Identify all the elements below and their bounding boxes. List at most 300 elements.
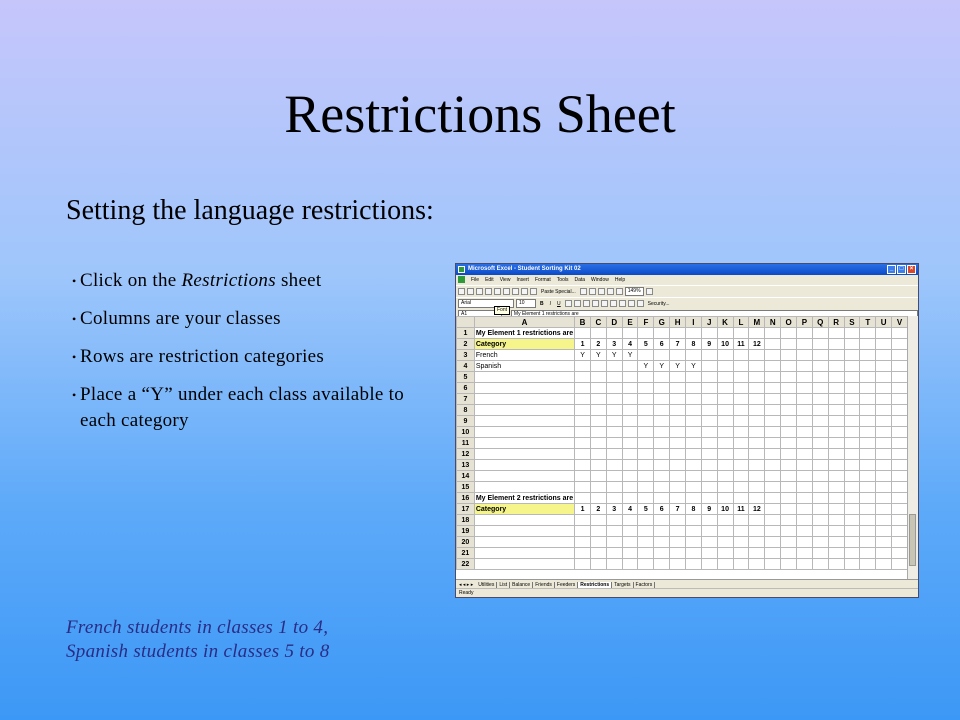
row-header[interactable]: 1 xyxy=(457,328,475,339)
cell[interactable] xyxy=(828,405,844,416)
cell[interactable] xyxy=(765,537,781,548)
cell[interactable]: 6 xyxy=(654,504,670,515)
cell[interactable] xyxy=(828,372,844,383)
cell[interactable] xyxy=(828,537,844,548)
paste-special-button[interactable]: Paste Special... xyxy=(541,288,576,295)
name-box[interactable]: A1 xyxy=(458,310,502,319)
cell[interactable] xyxy=(701,394,717,405)
percent-icon[interactable] xyxy=(610,300,617,307)
cell[interactable] xyxy=(796,383,812,394)
cell[interactable] xyxy=(717,416,733,427)
cell[interactable] xyxy=(654,438,670,449)
cell[interactable] xyxy=(844,548,860,559)
cell[interactable] xyxy=(575,438,591,449)
cell[interactable] xyxy=(590,559,606,570)
cell[interactable] xyxy=(590,383,606,394)
cell[interactable]: 5 xyxy=(638,504,654,515)
cell[interactable] xyxy=(606,515,622,526)
cell[interactable] xyxy=(844,350,860,361)
cell[interactable] xyxy=(781,427,797,438)
cell[interactable] xyxy=(575,559,591,570)
cell[interactable] xyxy=(575,394,591,405)
cell[interactable] xyxy=(781,416,797,427)
cell[interactable] xyxy=(749,416,765,427)
cell[interactable]: Y xyxy=(670,361,686,372)
row-header[interactable]: 11 xyxy=(457,438,475,449)
cell[interactable] xyxy=(638,416,654,427)
cell[interactable] xyxy=(892,394,908,405)
cell[interactable] xyxy=(606,416,622,427)
cell[interactable]: 4 xyxy=(622,339,638,350)
security-button[interactable]: Security... xyxy=(647,300,670,307)
cell[interactable] xyxy=(733,482,749,493)
cell[interactable] xyxy=(654,427,670,438)
cell[interactable] xyxy=(622,526,638,537)
cell[interactable] xyxy=(733,328,749,339)
font-color-icon[interactable] xyxy=(637,300,644,307)
cell[interactable] xyxy=(717,559,733,570)
cell[interactable] xyxy=(876,537,892,548)
cell[interactable] xyxy=(474,460,574,471)
cell[interactable] xyxy=(860,548,876,559)
cell[interactable] xyxy=(860,504,876,515)
cell[interactable] xyxy=(670,372,686,383)
cell[interactable] xyxy=(860,394,876,405)
cell[interactable] xyxy=(622,361,638,372)
cell[interactable] xyxy=(474,548,574,559)
cell[interactable] xyxy=(474,405,574,416)
spelling-icon[interactable] xyxy=(503,288,510,295)
cell[interactable]: 9 xyxy=(701,504,717,515)
column-header[interactable]: L xyxy=(733,317,749,328)
cell[interactable] xyxy=(892,559,908,570)
cell[interactable] xyxy=(892,427,908,438)
cell[interactable] xyxy=(717,471,733,482)
cell[interactable] xyxy=(828,394,844,405)
cell[interactable] xyxy=(828,559,844,570)
cell[interactable] xyxy=(812,383,828,394)
cell[interactable] xyxy=(876,328,892,339)
cell[interactable] xyxy=(796,548,812,559)
cell[interactable] xyxy=(717,537,733,548)
cell[interactable] xyxy=(860,471,876,482)
cell[interactable] xyxy=(749,383,765,394)
cell[interactable] xyxy=(622,372,638,383)
cell[interactable] xyxy=(701,493,717,504)
cell[interactable] xyxy=(892,482,908,493)
cell[interactable]: 10 xyxy=(717,339,733,350)
cell[interactable] xyxy=(765,350,781,361)
underline-button[interactable]: U xyxy=(557,300,561,307)
italic-button[interactable]: I xyxy=(549,300,552,307)
cell[interactable] xyxy=(781,515,797,526)
cell[interactable] xyxy=(812,350,828,361)
cell[interactable] xyxy=(717,515,733,526)
fill-color-icon[interactable] xyxy=(628,300,635,307)
cell[interactable] xyxy=(575,515,591,526)
cell[interactable] xyxy=(575,537,591,548)
cell[interactable] xyxy=(622,471,638,482)
menu-data[interactable]: Data xyxy=(574,277,586,283)
cell[interactable] xyxy=(701,482,717,493)
cell[interactable] xyxy=(474,471,574,482)
cell[interactable] xyxy=(876,416,892,427)
cell[interactable] xyxy=(654,460,670,471)
cell[interactable] xyxy=(686,548,702,559)
row-header[interactable]: 7 xyxy=(457,394,475,405)
cell[interactable] xyxy=(670,427,686,438)
column-header[interactable]: V xyxy=(892,317,908,328)
cell[interactable] xyxy=(606,526,622,537)
row-header[interactable]: 5 xyxy=(457,372,475,383)
cell[interactable]: Category xyxy=(474,504,574,515)
cell[interactable] xyxy=(638,515,654,526)
cell[interactable] xyxy=(749,328,765,339)
cell[interactable]: 12 xyxy=(749,339,765,350)
cell[interactable] xyxy=(892,526,908,537)
cell[interactable] xyxy=(765,482,781,493)
cell[interactable] xyxy=(765,339,781,350)
cell[interactable] xyxy=(876,482,892,493)
menu-view[interactable]: View xyxy=(499,277,511,283)
cell[interactable] xyxy=(828,350,844,361)
cell[interactable] xyxy=(717,405,733,416)
cell[interactable] xyxy=(701,427,717,438)
undo-icon[interactable] xyxy=(580,288,587,295)
cell[interactable] xyxy=(749,515,765,526)
cell[interactable] xyxy=(828,504,844,515)
cell[interactable] xyxy=(638,427,654,438)
cell[interactable] xyxy=(590,372,606,383)
cell[interactable] xyxy=(590,405,606,416)
column-header[interactable]: H xyxy=(670,317,686,328)
column-header[interactable]: P xyxy=(796,317,812,328)
cell[interactable] xyxy=(844,416,860,427)
cell[interactable] xyxy=(765,328,781,339)
row-header[interactable]: 3 xyxy=(457,350,475,361)
row-header[interactable]: 6 xyxy=(457,383,475,394)
tab-feeders[interactable]: Feeders xyxy=(555,582,578,588)
cell[interactable] xyxy=(670,328,686,339)
cell[interactable] xyxy=(654,482,670,493)
column-header[interactable]: J xyxy=(701,317,717,328)
cell[interactable] xyxy=(828,416,844,427)
cell[interactable] xyxy=(670,471,686,482)
cell[interactable] xyxy=(654,493,670,504)
cell[interactable] xyxy=(606,405,622,416)
cell[interactable]: Y xyxy=(606,350,622,361)
cell[interactable] xyxy=(606,427,622,438)
cell[interactable] xyxy=(686,460,702,471)
cell[interactable] xyxy=(860,350,876,361)
cell[interactable] xyxy=(812,493,828,504)
cell[interactable] xyxy=(575,449,591,460)
cell[interactable] xyxy=(749,427,765,438)
cell[interactable] xyxy=(765,460,781,471)
cell[interactable] xyxy=(590,438,606,449)
cell[interactable] xyxy=(733,394,749,405)
cell[interactable] xyxy=(812,548,828,559)
cell[interactable] xyxy=(781,526,797,537)
cell[interactable] xyxy=(844,504,860,515)
cell[interactable] xyxy=(844,361,860,372)
cell[interactable] xyxy=(828,526,844,537)
cell[interactable] xyxy=(575,405,591,416)
cell[interactable] xyxy=(686,350,702,361)
cell[interactable] xyxy=(575,460,591,471)
cell[interactable]: 2 xyxy=(590,504,606,515)
cell[interactable] xyxy=(590,515,606,526)
cell[interactable] xyxy=(654,416,670,427)
cell[interactable] xyxy=(844,460,860,471)
cell[interactable] xyxy=(844,537,860,548)
cell[interactable] xyxy=(622,427,638,438)
workbook-icon[interactable] xyxy=(458,276,465,283)
cell[interactable] xyxy=(765,548,781,559)
cell[interactable] xyxy=(717,460,733,471)
cell[interactable] xyxy=(590,493,606,504)
cell[interactable] xyxy=(892,515,908,526)
cell[interactable] xyxy=(796,482,812,493)
cell[interactable] xyxy=(686,394,702,405)
worksheet-grid[interactable] xyxy=(456,316,908,581)
cell[interactable] xyxy=(654,328,670,339)
column-header[interactable]: F xyxy=(638,317,654,328)
cell[interactable] xyxy=(876,460,892,471)
cell[interactable] xyxy=(796,350,812,361)
cell[interactable] xyxy=(749,449,765,460)
autosum-icon[interactable] xyxy=(598,288,605,295)
cell[interactable] xyxy=(844,482,860,493)
cell[interactable] xyxy=(575,427,591,438)
tab-balance[interactable]: Balance xyxy=(510,582,533,588)
font-name-select[interactable]: Arial xyxy=(458,299,514,308)
menu-file[interactable]: File xyxy=(471,277,480,283)
cell[interactable] xyxy=(812,460,828,471)
cell[interactable] xyxy=(781,372,797,383)
cell[interactable] xyxy=(474,394,574,405)
cell[interactable] xyxy=(654,394,670,405)
menu-tools[interactable]: Tools xyxy=(556,277,569,283)
cell[interactable] xyxy=(781,449,797,460)
cell[interactable] xyxy=(686,383,702,394)
cell[interactable] xyxy=(892,537,908,548)
cell[interactable] xyxy=(860,372,876,383)
maximize-button[interactable]: □ xyxy=(897,265,906,274)
borders-icon[interactable] xyxy=(619,300,626,307)
cell[interactable] xyxy=(606,559,622,570)
cell[interactable] xyxy=(717,449,733,460)
sort-icon[interactable] xyxy=(607,288,614,295)
cell[interactable]: 8 xyxy=(686,339,702,350)
cell[interactable] xyxy=(860,515,876,526)
cell[interactable] xyxy=(844,438,860,449)
cell[interactable] xyxy=(670,548,686,559)
cell[interactable] xyxy=(575,361,591,372)
cell[interactable] xyxy=(765,438,781,449)
cell[interactable] xyxy=(860,559,876,570)
cell[interactable] xyxy=(606,438,622,449)
cell[interactable] xyxy=(575,416,591,427)
cell[interactable] xyxy=(733,537,749,548)
tab-scroll-buttons[interactable]: ◂ ◂ ▸ ▸ xyxy=(459,581,474,588)
column-header[interactable]: G xyxy=(654,317,670,328)
cell[interactable] xyxy=(638,438,654,449)
cell[interactable] xyxy=(654,372,670,383)
cell[interactable] xyxy=(686,471,702,482)
cell[interactable] xyxy=(876,559,892,570)
cell[interactable] xyxy=(892,504,908,515)
cell[interactable] xyxy=(796,427,812,438)
cell[interactable] xyxy=(590,460,606,471)
cell[interactable] xyxy=(796,328,812,339)
column-header[interactable]: E xyxy=(622,317,638,328)
minimize-button[interactable]: _ xyxy=(887,265,896,274)
cell[interactable] xyxy=(654,405,670,416)
row-header[interactable]: 19 xyxy=(457,526,475,537)
cell[interactable] xyxy=(638,471,654,482)
cell[interactable] xyxy=(828,471,844,482)
cell[interactable] xyxy=(812,515,828,526)
cell[interactable] xyxy=(781,328,797,339)
cell[interactable] xyxy=(812,361,828,372)
cell[interactable] xyxy=(812,328,828,339)
cell[interactable] xyxy=(670,515,686,526)
scrollbar-thumb[interactable] xyxy=(909,514,916,566)
cell[interactable] xyxy=(575,471,591,482)
cell[interactable] xyxy=(717,548,733,559)
cell[interactable] xyxy=(638,526,654,537)
cell[interactable] xyxy=(876,361,892,372)
cell[interactable] xyxy=(474,372,574,383)
cell[interactable] xyxy=(876,449,892,460)
cell[interactable]: 2 xyxy=(590,339,606,350)
cell[interactable] xyxy=(749,526,765,537)
cell[interactable] xyxy=(796,537,812,548)
cell[interactable] xyxy=(796,493,812,504)
row-header[interactable]: 18 xyxy=(457,515,475,526)
cell[interactable] xyxy=(654,383,670,394)
cut-icon[interactable] xyxy=(512,288,519,295)
cell[interactable] xyxy=(781,405,797,416)
column-header[interactable]: U xyxy=(876,317,892,328)
cell[interactable] xyxy=(828,339,844,350)
cell[interactable] xyxy=(701,559,717,570)
cell[interactable] xyxy=(749,350,765,361)
cell[interactable] xyxy=(590,416,606,427)
cell[interactable] xyxy=(765,526,781,537)
row-header[interactable]: 2 xyxy=(457,339,475,350)
cell[interactable] xyxy=(892,471,908,482)
cell[interactable] xyxy=(796,438,812,449)
preview-icon[interactable] xyxy=(494,288,501,295)
tab-utilities[interactable]: Utilities xyxy=(476,582,497,588)
cell[interactable] xyxy=(590,328,606,339)
cell[interactable] xyxy=(781,383,797,394)
cell[interactable] xyxy=(844,328,860,339)
cell[interactable] xyxy=(638,460,654,471)
cell[interactable] xyxy=(860,526,876,537)
row-header[interactable]: 22 xyxy=(457,559,475,570)
cell[interactable] xyxy=(844,394,860,405)
cell[interactable] xyxy=(876,526,892,537)
cell[interactable] xyxy=(590,394,606,405)
print-icon[interactable] xyxy=(485,288,492,295)
cell[interactable] xyxy=(686,449,702,460)
cell[interactable] xyxy=(828,449,844,460)
cell[interactable] xyxy=(765,394,781,405)
cell[interactable] xyxy=(749,493,765,504)
cell[interactable] xyxy=(765,449,781,460)
cell[interactable] xyxy=(670,438,686,449)
cell[interactable] xyxy=(654,350,670,361)
cell[interactable] xyxy=(844,339,860,350)
cell[interactable] xyxy=(860,482,876,493)
cell[interactable] xyxy=(796,526,812,537)
excel-title-bar[interactable] xyxy=(456,264,918,275)
cell[interactable] xyxy=(892,339,908,350)
cell[interactable] xyxy=(686,482,702,493)
cell[interactable] xyxy=(590,482,606,493)
cell[interactable] xyxy=(796,559,812,570)
cell[interactable] xyxy=(796,504,812,515)
save-icon[interactable] xyxy=(476,288,483,295)
cell[interactable]: 9 xyxy=(701,339,717,350)
column-header[interactable]: S xyxy=(844,317,860,328)
paste-icon[interactable] xyxy=(530,288,537,295)
cell[interactable] xyxy=(606,548,622,559)
cell[interactable] xyxy=(670,405,686,416)
cell[interactable] xyxy=(474,537,574,548)
cell[interactable] xyxy=(892,460,908,471)
cell[interactable] xyxy=(828,438,844,449)
align-left-icon[interactable] xyxy=(565,300,572,307)
cell[interactable] xyxy=(670,482,686,493)
cell[interactable]: Y xyxy=(686,361,702,372)
cell[interactable] xyxy=(876,504,892,515)
cell[interactable]: 11 xyxy=(733,504,749,515)
cell[interactable] xyxy=(654,515,670,526)
menu-edit[interactable]: Edit xyxy=(485,277,494,283)
cell[interactable] xyxy=(828,493,844,504)
cell[interactable]: 7 xyxy=(670,504,686,515)
cell[interactable] xyxy=(622,405,638,416)
row-header[interactable]: 21 xyxy=(457,548,475,559)
cell[interactable] xyxy=(781,460,797,471)
cell[interactable] xyxy=(733,471,749,482)
cell[interactable]: Spanish xyxy=(474,361,574,372)
cell[interactable] xyxy=(622,383,638,394)
cell[interactable] xyxy=(686,515,702,526)
cell[interactable] xyxy=(892,328,908,339)
cell[interactable] xyxy=(575,482,591,493)
cell[interactable]: Y xyxy=(590,350,606,361)
open-icon[interactable] xyxy=(467,288,474,295)
cell[interactable] xyxy=(781,493,797,504)
cell[interactable] xyxy=(575,548,591,559)
cell[interactable] xyxy=(474,383,574,394)
cell[interactable] xyxy=(749,405,765,416)
cell[interactable] xyxy=(717,526,733,537)
align-right-icon[interactable] xyxy=(583,300,590,307)
row-header[interactable]: 17 xyxy=(457,504,475,515)
cell[interactable] xyxy=(686,427,702,438)
cell[interactable] xyxy=(638,482,654,493)
cell[interactable] xyxy=(876,405,892,416)
cell[interactable] xyxy=(638,559,654,570)
cell[interactable] xyxy=(844,493,860,504)
cell[interactable] xyxy=(670,493,686,504)
